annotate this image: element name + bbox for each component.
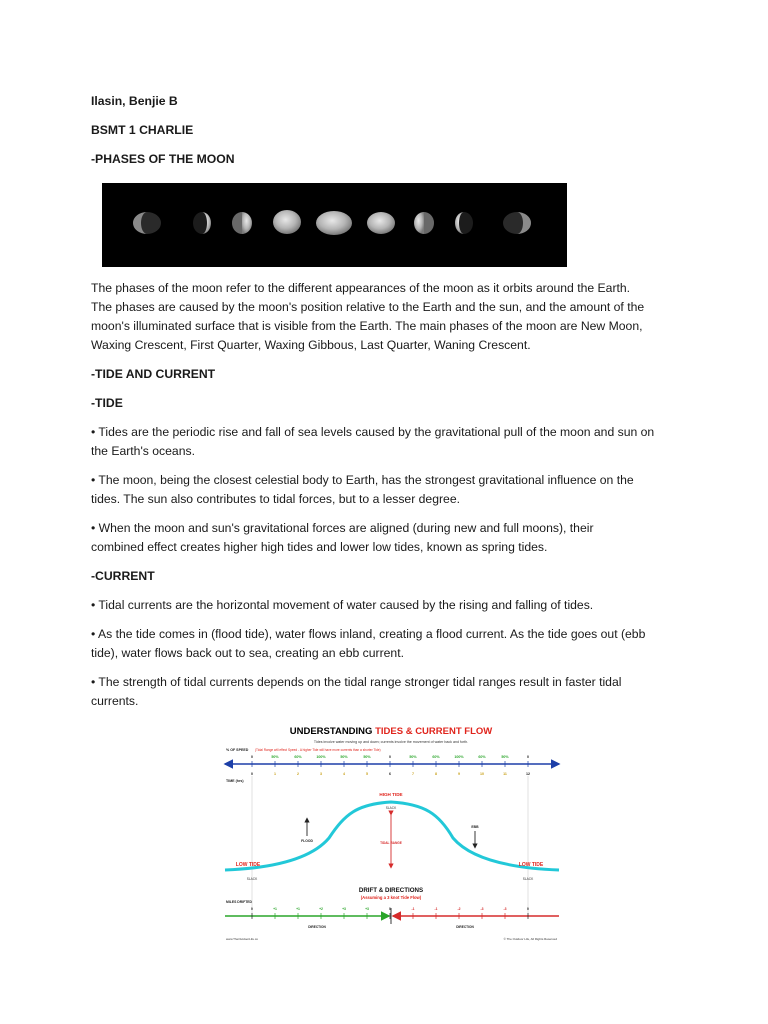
tide-heading: -TIDE [91, 396, 123, 410]
direction-label-right: DIRECTION [456, 925, 474, 929]
time-label: TIME (hrs) [226, 779, 244, 783]
time-value: 6 [389, 772, 391, 776]
tidal-range-label: TIDAL RANGE [380, 841, 402, 845]
ebb-label: EBB [471, 825, 479, 829]
tide-wave [225, 802, 559, 870]
speed-value: 0 [251, 755, 253, 759]
time-value: 0 [251, 772, 253, 776]
time-value: 2 [297, 772, 299, 776]
moon-phase-7 [414, 212, 434, 234]
speed-label: % OF SPEED [226, 748, 249, 752]
phases-paragraph-line: Waxing Crescent, First Quarter, Waxing Gibbous, Last Quarter, Waning Crescent. [91, 338, 531, 352]
moon-phase-3 [232, 212, 252, 234]
slack-top-label: SLACK [385, 806, 397, 810]
speed-value: 50% [340, 755, 348, 759]
time-value: 5 [366, 772, 368, 776]
drift-value: -1 [411, 907, 415, 911]
drift-value: +1 [273, 907, 277, 911]
drift-values-row [251, 907, 529, 911]
moon-phase-4 [273, 210, 301, 234]
time-value: 1 [274, 772, 276, 776]
drift-value: -3 [480, 907, 484, 911]
drift-value: -1 [434, 907, 438, 911]
miles-drifted-label: MILES DRIFTED [226, 900, 252, 904]
current-bullet-1-line-1: • Tidal currents are the horizontal movement of water caused by the rising and falling of tides. [91, 598, 594, 612]
high-tide-label: HIGH TIDE [379, 792, 403, 797]
tides-current-diagram [217, 718, 566, 946]
tide-bullet-3-line-2: combined effect creates higher high tides and lower low tides, known as spring tides. [91, 540, 548, 554]
drift-subtitle: (Assuming a 3 knot Tide Flow) [360, 895, 422, 900]
footer-left: www.TheOutdoorLife.co [226, 937, 259, 941]
drift-value: 0 [527, 907, 529, 911]
moon-phases-image [102, 183, 567, 267]
phases-heading: -PHASES OF THE MOON [91, 152, 235, 166]
drift-title: DRIFT & DIRECTIONS [358, 887, 424, 894]
tide-bullet-2-line-1: • The moon, being the closest celestial body to Earth, has the strongest gravitational influence on the [91, 473, 634, 487]
tide-bullet-3-line-1: • When the moon and sun's gravitational forces are aligned (during new and full moons), their [91, 521, 594, 535]
tide-bullet-1-line-2: the Earth's oceans. [91, 444, 195, 458]
author-name: Ilasin, Benjie B [91, 94, 178, 108]
time-value: 7 [412, 772, 414, 776]
speed-value: 100% [454, 755, 464, 759]
speed-value: 60% [478, 755, 486, 759]
slack-left-label: SLACK [246, 877, 258, 881]
moon-phase-5 [316, 211, 352, 235]
direction-label-left: DIRECTION [308, 925, 326, 929]
speed-value: 50% [409, 755, 417, 759]
moon-phase-2 [193, 212, 211, 234]
speed-value: 60% [432, 755, 440, 759]
low-tide-label-right: LOW TIDE [518, 862, 544, 868]
time-values-row [251, 772, 530, 776]
speed-note: (Tidal Range will effect Speed - A higher Tide will have more currents than a shorter Tide) [255, 748, 381, 752]
low-tide-label-left: LOW TIDE [235, 862, 261, 868]
slack-right-label: SLACK [522, 877, 534, 881]
tide-bullet-1-line-1: • Tides are the periodic rise and fall of sea levels caused by the gravitational pull of the moon and sun on [91, 425, 655, 439]
moon-phase-6 [367, 212, 395, 234]
current-bullet-2-line-2: tide), water flows back out to sea, creating an ebb current. [91, 646, 404, 660]
current-bullet-3-line-2: currents. [91, 694, 139, 708]
footer-right: © The Outdoor Life, All Rights Reserved [503, 937, 557, 941]
drift-value: +3 [365, 907, 369, 911]
speed-value: 100% [316, 755, 326, 759]
time-value: 9 [458, 772, 460, 776]
phases-paragraph-line: The phases of the moon refer to the different appearances of the moon as it orbits around the Earth. [91, 281, 631, 295]
time-value: 3 [320, 772, 322, 776]
time-value: 8 [435, 772, 437, 776]
current-bullet-3-line-1: • The strength of tidal currents depends on the tidal range stronger tidal ranges result in faster tidal [91, 675, 622, 689]
drift-value: +2 [319, 907, 323, 911]
time-value: 10 [480, 772, 484, 776]
time-value: 4 [343, 772, 345, 776]
drift-value: 0 [251, 907, 253, 911]
time-value: 12 [526, 772, 530, 776]
moon-phases-graphic [102, 183, 567, 267]
speed-value: 50% [271, 755, 279, 759]
moon-phase-8 [455, 212, 473, 234]
current-bullet-2-line-1: • As the tide comes in (flood tide), water flows inland, creating a flood current. As the tide goes out (ebb [91, 627, 646, 641]
speed-value: 60% [294, 755, 302, 759]
drift-value: -3 [503, 907, 507, 911]
tide-current-heading: -TIDE AND CURRENT [91, 367, 216, 381]
diagram-title: UNDERSTANDING TIDES & CURRENT FLOW [289, 726, 493, 737]
speed-values-row [251, 755, 529, 767]
speed-value: 0 [527, 755, 529, 759]
speed-value: 50% [501, 755, 509, 759]
moon-phase-1 [133, 212, 161, 234]
current-heading: -CURRENT [91, 569, 155, 583]
diagram-subtitle: Tides involve water moving up and down; currents involve the movement of water back and forth. [313, 740, 469, 744]
time-value: 11 [503, 772, 507, 776]
tides-current-graphic [217, 718, 566, 946]
phases-paragraph-line: The phases are caused by the moon's position relative to the Earth and the sun, and the amount of the [91, 300, 645, 314]
phases-paragraph-line: moon's illuminated surface that is visible from the Earth. The main phases of the moon are New Moon, [91, 319, 643, 333]
drift-value: +1 [296, 907, 300, 911]
speed-value: 0 [389, 755, 391, 759]
speed-value: 50% [363, 755, 371, 759]
moon-phase-9 [503, 212, 531, 234]
drift-value: -2 [457, 907, 461, 911]
section-label: BSMT 1 CHARLIE [91, 123, 194, 137]
flood-label: FLOOD [301, 839, 313, 843]
drift-value: +3 [342, 907, 346, 911]
drift-value: 0 [389, 907, 391, 911]
tide-bullet-2-line-2: tides. The sun also contributes to tidal forces, but to a lesser degree. [91, 492, 460, 506]
